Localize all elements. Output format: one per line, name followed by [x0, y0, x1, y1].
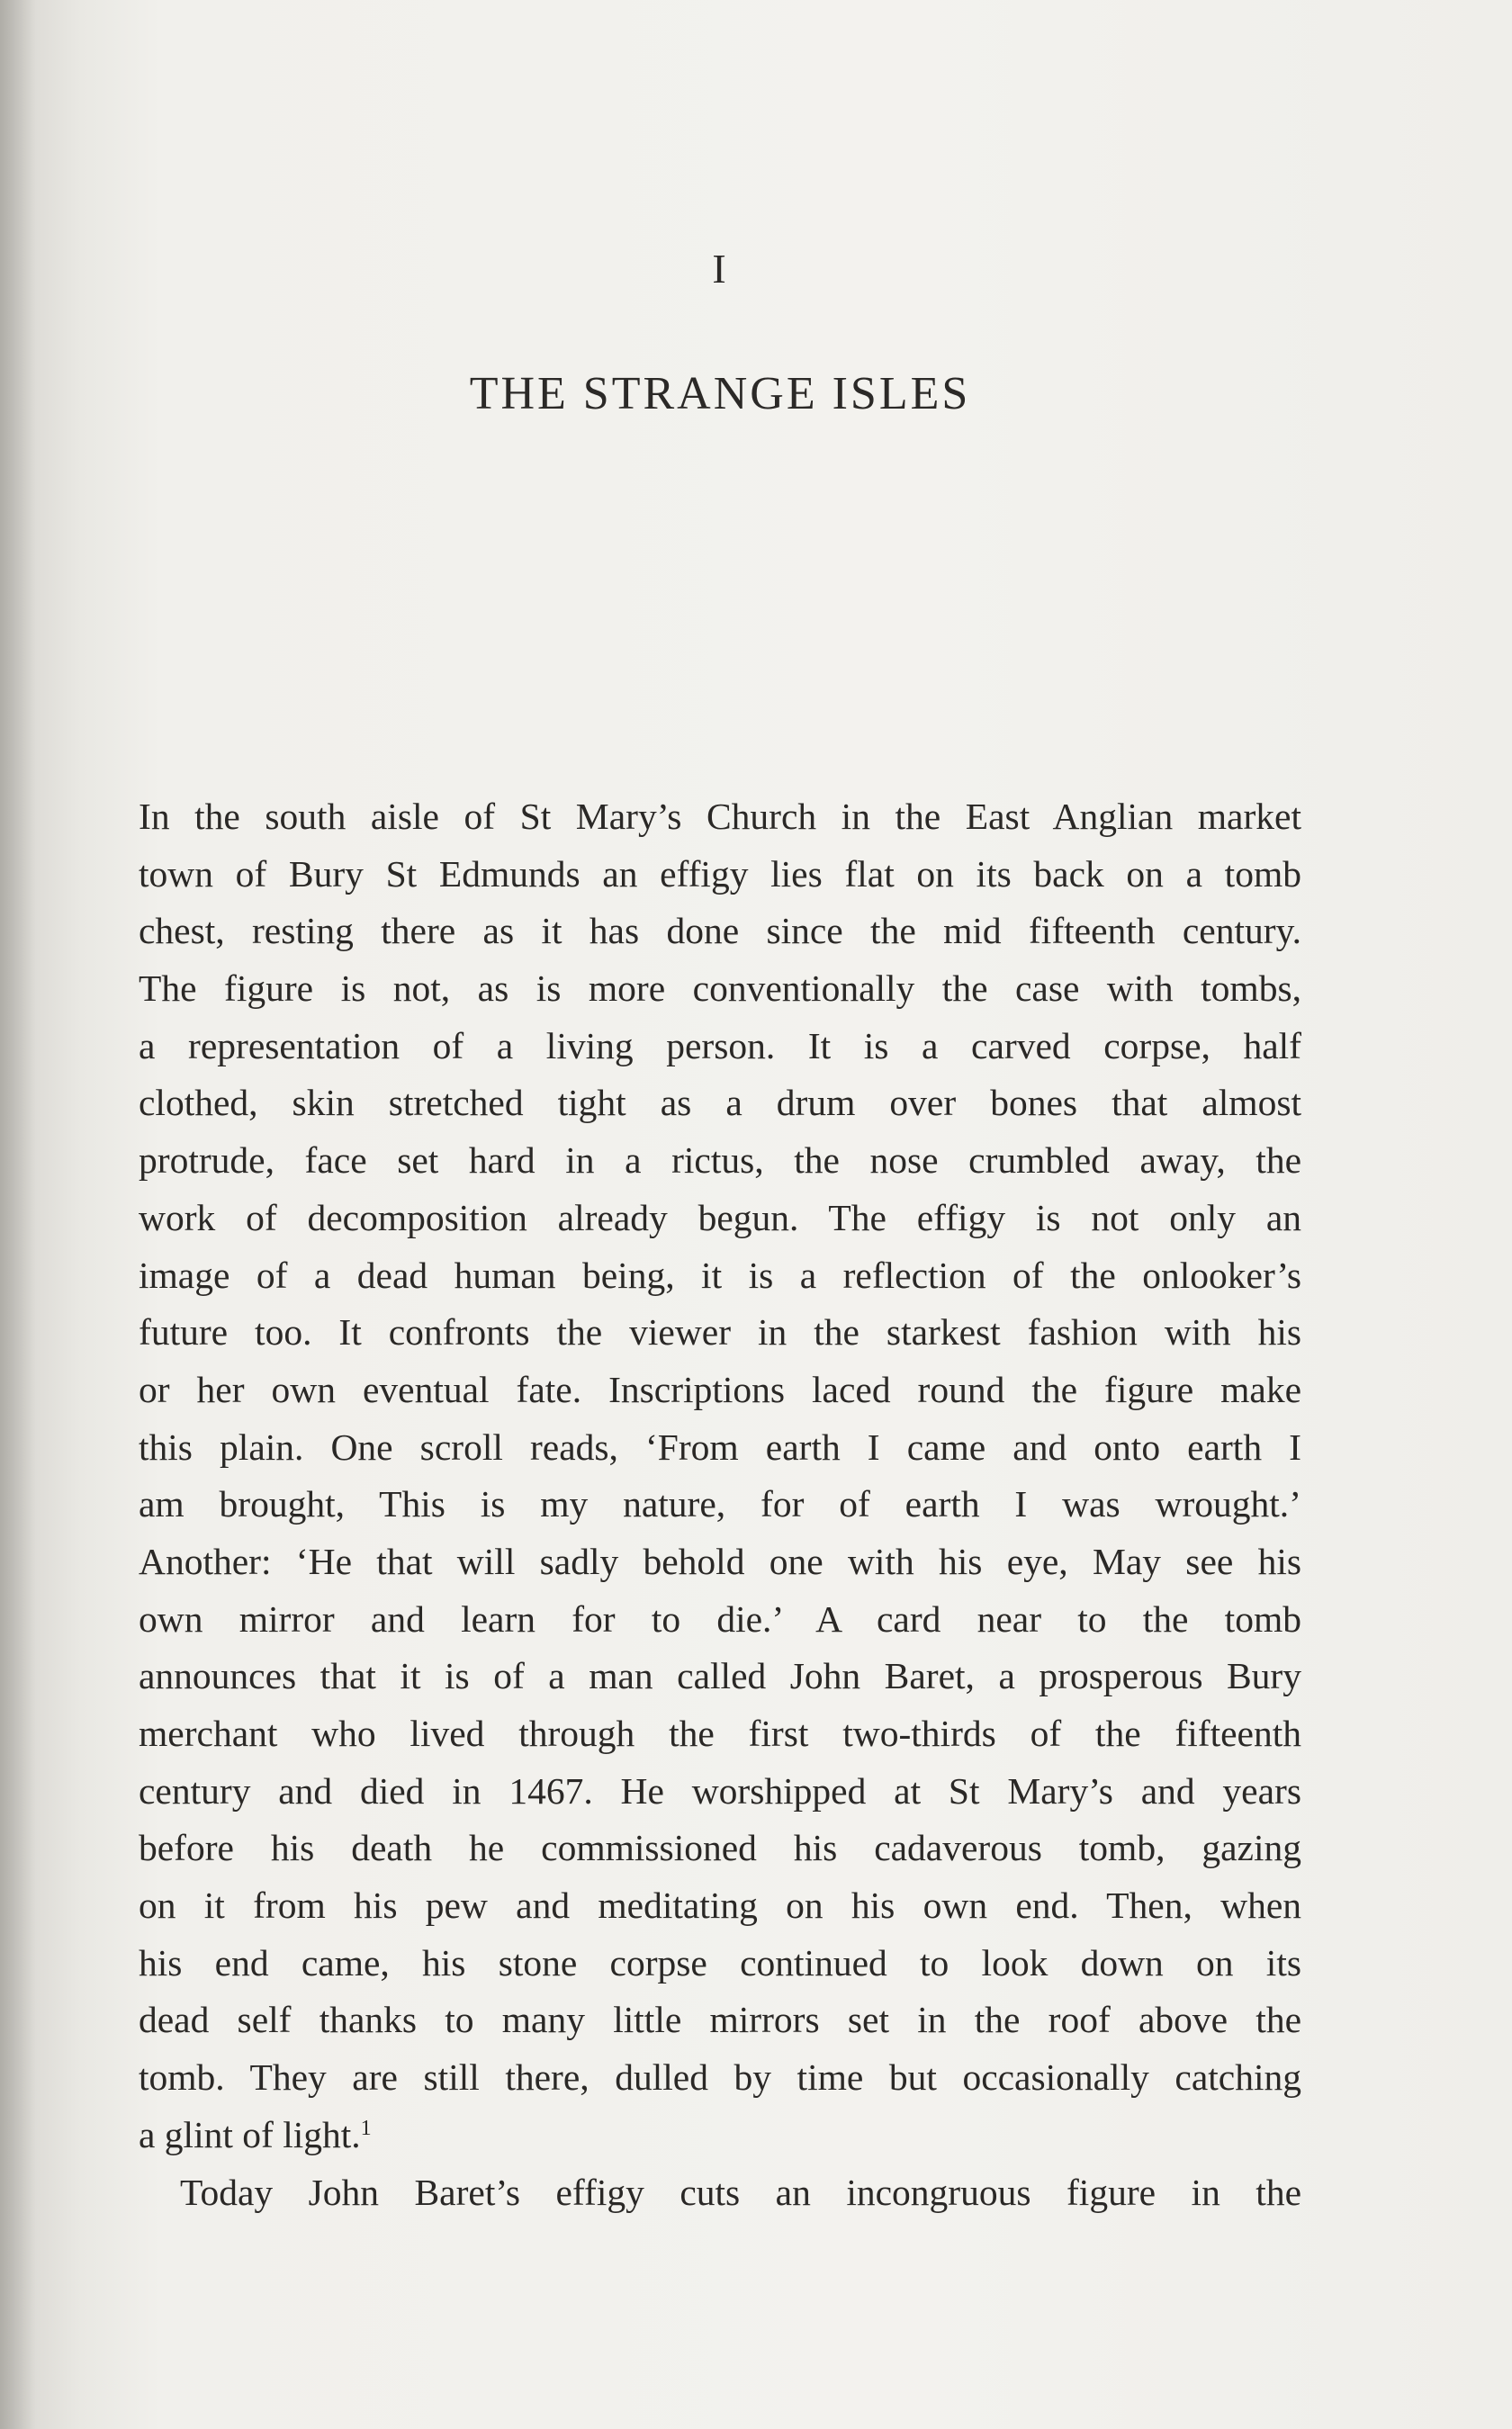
text-line: protrude, face set hard in a rictus, the nose crumbled away, the: [139, 1139, 1301, 1182]
text-line: a glint of light.: [139, 2113, 361, 2155]
text-line: work of decomposition already begun. The effigy is not only an: [139, 1196, 1301, 1238]
text-line: dead self thanks to many little mirrors set in the roof above the: [139, 1999, 1301, 2041]
text-line: In the south aisle of St Mary’s Church in the East Anglian market: [139, 796, 1301, 837]
text-line: tomb. They are still there, dulled by time but occasionally catching: [139, 2056, 1301, 2099]
gutter-shadow: [0, 0, 36, 2429]
text-line: a representation of a living person. It is a carved corpse, half: [139, 1024, 1301, 1066]
text-line: on it from his pew and meditating on his own end. Then, when: [139, 1885, 1301, 1927]
text-line-paragraph-start: Today John Baret’s effigy cuts an incongruous figure in the: [180, 2171, 1301, 2213]
text-line: own mirror and learn for to die.’ A card near to the tomb: [139, 1597, 1301, 1640]
text-line: future too. It confronts the viewer in the starkest fashion with his: [139, 1311, 1301, 1354]
text-line-paragraph-end: [139, 2107, 1301, 2164]
text-line: his end came, his stone corpse continued to look down on its: [139, 1941, 1301, 1984]
text-line: century and died in 1467. He worshipped at St Mary’s and years: [139, 1769, 1301, 1812]
text-line: chest, resting there as it has done since the mid fifteenth century.: [139, 910, 1301, 952]
text-line: announces that it is of a man called John Baret, a prosperous Bury: [139, 1655, 1301, 1697]
text-line: The figure is not, as is more conventionally the case with tombs,: [139, 967, 1301, 1010]
text-line: or her own eventual fate. Inscriptions laced round the figure make: [139, 1368, 1301, 1410]
text-line: clothed, skin stretched tight as a drum over bones that almost: [139, 1082, 1301, 1124]
text-line: am brought, This is my nature, for of earth I was wrought.’: [139, 1483, 1301, 1525]
footnote-marker[interactable]: 1: [360, 2116, 372, 2140]
body-text: [139, 788, 1301, 2221]
chapter-number: I: [712, 246, 728, 292]
text-line: this plain. One scroll reads, ‘From earth I came and onto earth I: [139, 1426, 1301, 1468]
text-line: image of a dead human being, it is a reflection of the onlooker’s: [139, 1254, 1301, 1296]
text-line: town of Bury St Edmunds an effigy lies flat on its back on a tomb: [139, 852, 1301, 895]
text-line: before his death he commissioned his cadaverous tomb, gazing: [139, 1827, 1301, 1869]
chapter-title: THE STRANGE ISLES: [469, 368, 971, 419]
text-line: Another: ‘He that will sadly behold one with his eye, May see his: [139, 1540, 1301, 1582]
text-line: merchant who lived through the first two-thirds of the fifteenth: [139, 1713, 1301, 1754]
